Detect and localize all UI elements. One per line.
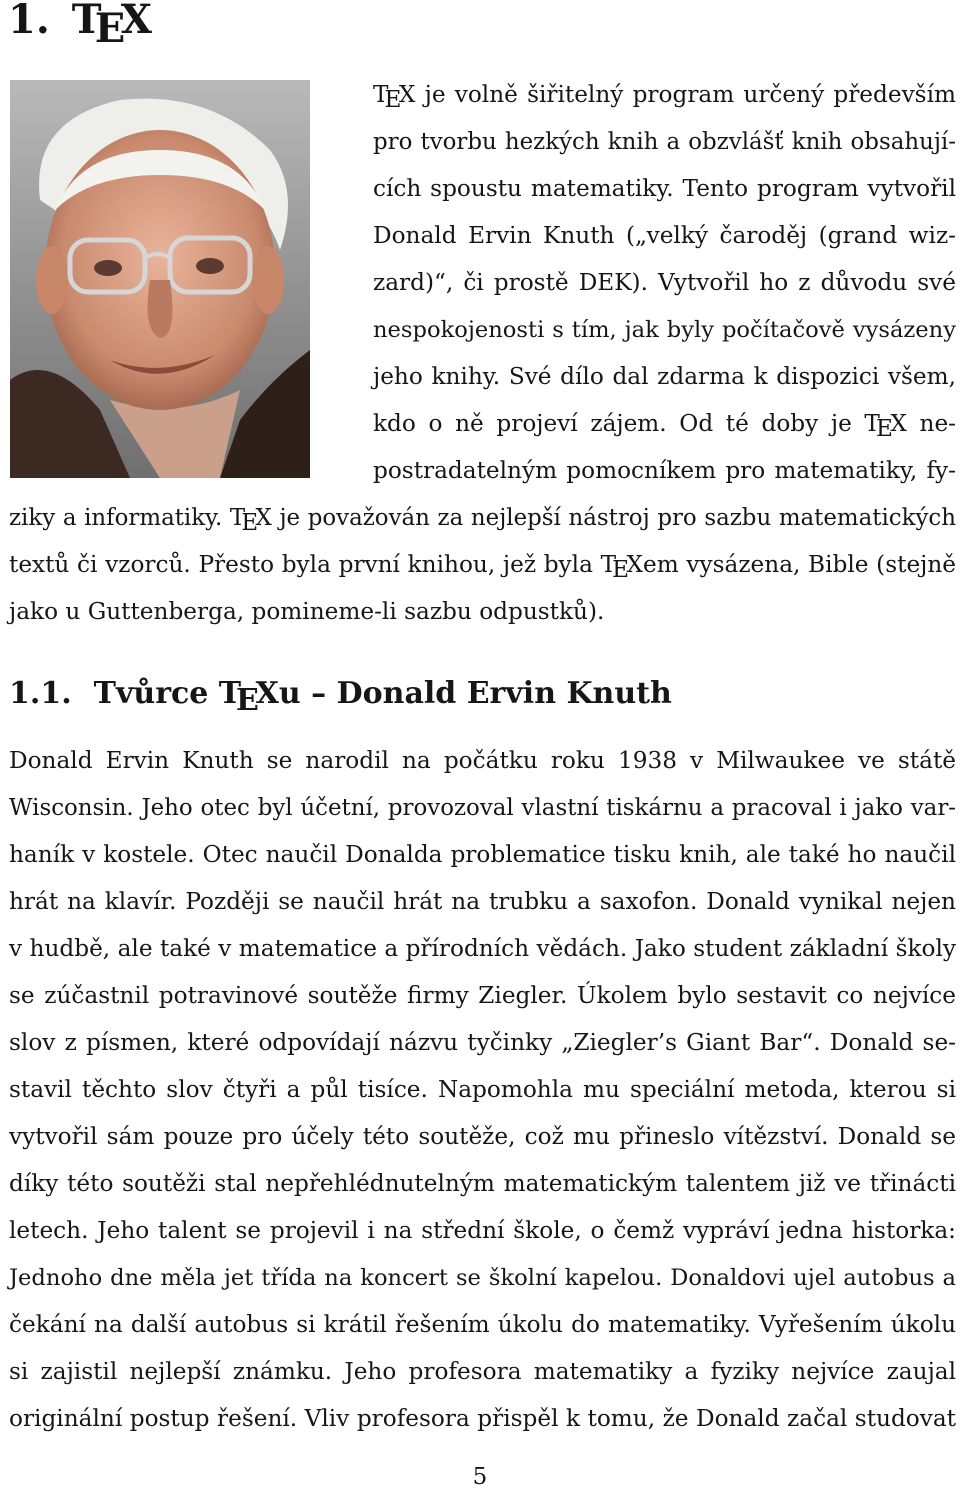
intro-line-8: kdo o ně projeví zájem. Od té doby je TEX ne- (373, 410, 957, 443)
tex-logo: E (236, 682, 259, 718)
intro-line-11: textů či vzorců. Přesto byla první knihou, jež byla TEXem vysázena, Bible (stejně (9, 551, 957, 584)
body-line: vytvořil sám pouze pro účely této soutěže, což mu přineslo vítězství. Donald se (9, 1123, 956, 1150)
portrait-illustration (10, 80, 310, 478)
body-line: letech. Jeho talent se projevil i na střední škole, o čemž vypráví jedna historka: (9, 1217, 956, 1244)
portrait-photo (10, 80, 310, 478)
body-line: Jednoho dne měla jet třída na koncert se školní kapelou. Donaldovi ujel autobus a (9, 1265, 956, 1291)
intro-line-10: ziky a informatiky. TEX je považován za nejlepší nástroj pro sazbu matematických (9, 505, 956, 537)
intro-line-2: pro tvorbu hezkých knih a obzvlášť knih obsahují- (373, 129, 956, 155)
body-line: haník v kostele. Otec naučil Donalda problematice tisku knih, ale také ho naučil (9, 841, 956, 868)
body-line: čekání na další autobus si krátil řešením úkolu do matematiky. Vyřešením úkolu (9, 1311, 956, 1338)
tex-logo: E (875, 415, 893, 443)
body-line: originální postup řešení. Vliv profesora přispěl k tomu, že Donald začal studovat (9, 1405, 956, 1432)
body-line: hrát na klavír. Později se naučil hrát na trubku a saxofon. Donald vynikal nejen (9, 888, 956, 915)
section-title: 1.1. Tvůrce TEXu – Donald Ervin Knuth (9, 676, 672, 718)
body-line: slov z písmen, které odpovídají názvu tyčinky „Ziegler’s Giant Bar“. Donald se- (9, 1029, 956, 1056)
intro-line-1: TEX je volně šiřitelný program určený především (373, 81, 956, 114)
intro-line-6: nespokojenosti s tím, jak byly počítačově vysázeny (373, 317, 956, 343)
body-line: stavil těchto slov čtyři a půl tisíce. Napomohla mu speciální metoda, kterou si (9, 1076, 956, 1103)
tex-logo: TE (373, 81, 402, 114)
body-line: Wisconsin. Jeho otec byl účetní, provozoval vlastní tiskárnu a pracoval i jako var- (9, 795, 956, 821)
tex-logo: E (612, 556, 630, 584)
body-line: Donald Ervin Knuth se narodil na počátku roku 1938 v Milwaukee ve státě (9, 747, 956, 774)
body-line: se zúčastnil potravinové soutěže firmy Ziegler. Úkolem bylo sestavit co nejvíce (9, 982, 956, 1009)
chapter-number: 1. (8, 0, 50, 43)
tex-logo: E (241, 510, 259, 537)
page-number: 5 (472, 1464, 488, 1490)
intro-line-4: Donald Ervin Knuth („velký čaroděj (grand wiz- (373, 222, 956, 249)
body-line: v hudbě, ale také v matematice a přírodních vědách. Jako student základní školy (9, 935, 956, 962)
intro-line-9: postradatelným pomocníkem pro matematiky, fy- (373, 457, 956, 484)
intro-line-5: zard)“, či prostě DEK). Vytvořil ho z důvodu své (373, 269, 956, 296)
intro-line-7: jeho knihy. Své dílo dal zdarma k dispozici všem, (373, 363, 956, 390)
body-line: díky této soutěži stal nepřehlédnutelným matematickým talentem již ve třinácti (9, 1170, 956, 1197)
intro-line-12: jako u Guttenberga, pomineme-li sazbu odpustků). (9, 598, 605, 625)
section-number: 1.1. (9, 676, 72, 711)
tex-logo: TEX (71, 0, 152, 52)
chapter-title (8, 0, 152, 52)
intro-line-3: cích spoustu matematiky. Tento program vytvořil (373, 175, 956, 202)
body-line: si zajistil nejlepší známku. Jeho profesora matematiky a fyziky nejvíce zaujal (9, 1358, 956, 1385)
